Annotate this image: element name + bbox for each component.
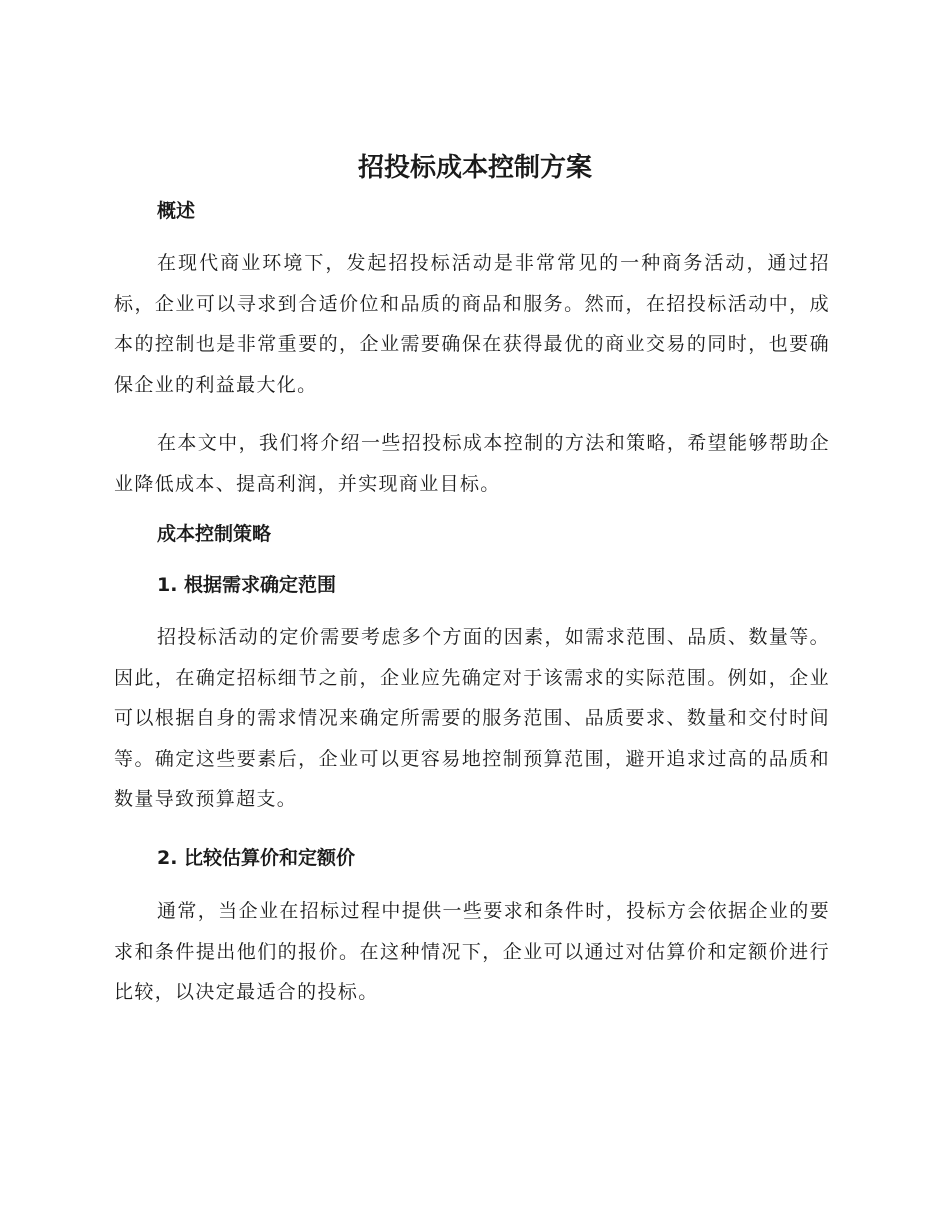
price-compare-paragraph: 通常，当企业在招标过程中提供一些要求和条件时，投标方会依据企业的要求和条件提出他们的报价。在这种情况下，企业可以通过对估算价和定额价进行比较，以决定最适合的投标。 — [114, 900, 830, 1003]
subsection-heading-scope: 1. 根据需求确定范围 — [157, 574, 337, 596]
overview-paragraph-2: 在本文中，我们将介绍一些招投标成本控制的方法和策略，希望能够帮助企业降低成本、提高利润，并实现商业目标。 — [114, 432, 830, 495]
scope-paragraph: 招投标活动的定价需要考虑多个方面的因素，如需求范围、品质、数量等。因此，在确定招标细节之前，企业应先确定对于该需求的实际范围。例如，企业可以根据自身的需求情况来确定所需要的服务范围、品质要求、数量和交付时间等。确定这些要素后，企业可以更容易地控制预算范围，避开追求过高的品质和数量导致预算超支。 — [114, 626, 830, 810]
overview-paragraph-1: 在现代商业环境下，发起招投标活动是非常常见的一种商务活动，通过招标，企业可以寻求到合适价位和品质的商品和服务。然而，在招投标活动中，成本的控制也是非常重要的，企业需要确保在获得最优的商业交易的同时，也要确保企业的利益最大化。 — [114, 252, 830, 396]
document-title: 招投标成本控制方案 — [357, 153, 592, 183]
section-heading-overview: 概述 — [157, 200, 196, 222]
subsection-heading-price-compare: 2. 比较估算价和定额价 — [157, 847, 356, 869]
section-heading-strategy: 成本控制策略 — [157, 523, 272, 545]
